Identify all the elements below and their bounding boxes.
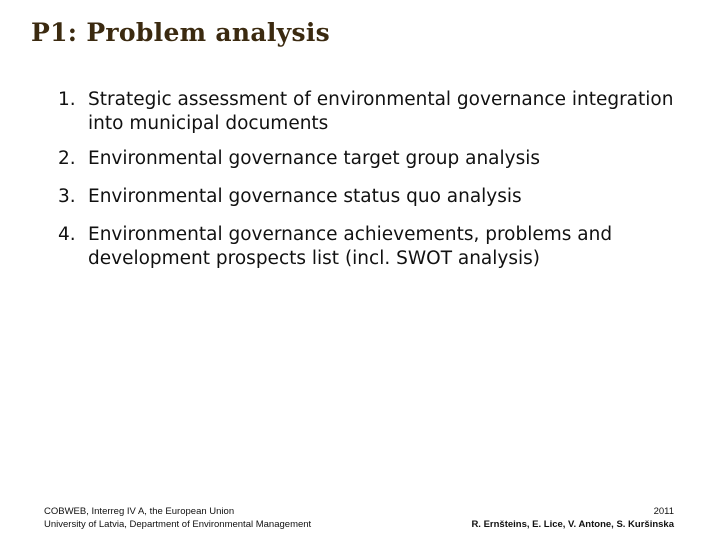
list-item-text: Strategic assessment of environmental governance integration into municipal documents <box>88 89 674 134</box>
list-item-number: 4. <box>58 224 76 245</box>
slide-title: P1: Problem analysis <box>31 18 331 47</box>
list-item-text: Environmental governance status quo analysis <box>88 186 522 207</box>
footer-year: 2011 <box>653 506 674 517</box>
footer-authors: R. Ernšteins, E. Lice, V. Antone, S. Kuršinska <box>471 519 674 530</box>
list-item-number: 3. <box>58 186 76 207</box>
list-item-text: Environmental governance target group analysis <box>88 148 541 169</box>
list-item-text: Environmental governance achievements, problems and development prospects list (incl. SWOT analysis) <box>88 224 613 269</box>
numbered-list <box>58 88 688 285</box>
list-item <box>58 88 688 136</box>
list-item-number: 2. <box>58 148 76 169</box>
footer-right <box>471 505 674 531</box>
list-item <box>58 185 688 209</box>
footer-project-line: COBWEB, Interreg IV A, the European Union <box>44 506 235 517</box>
footer-left <box>44 505 311 531</box>
list-item-number: 1. <box>58 89 76 110</box>
list-item <box>58 147 688 171</box>
footer-department-line: University of Latvia, Department of Environmental Management <box>44 519 312 530</box>
list-item <box>58 223 688 271</box>
